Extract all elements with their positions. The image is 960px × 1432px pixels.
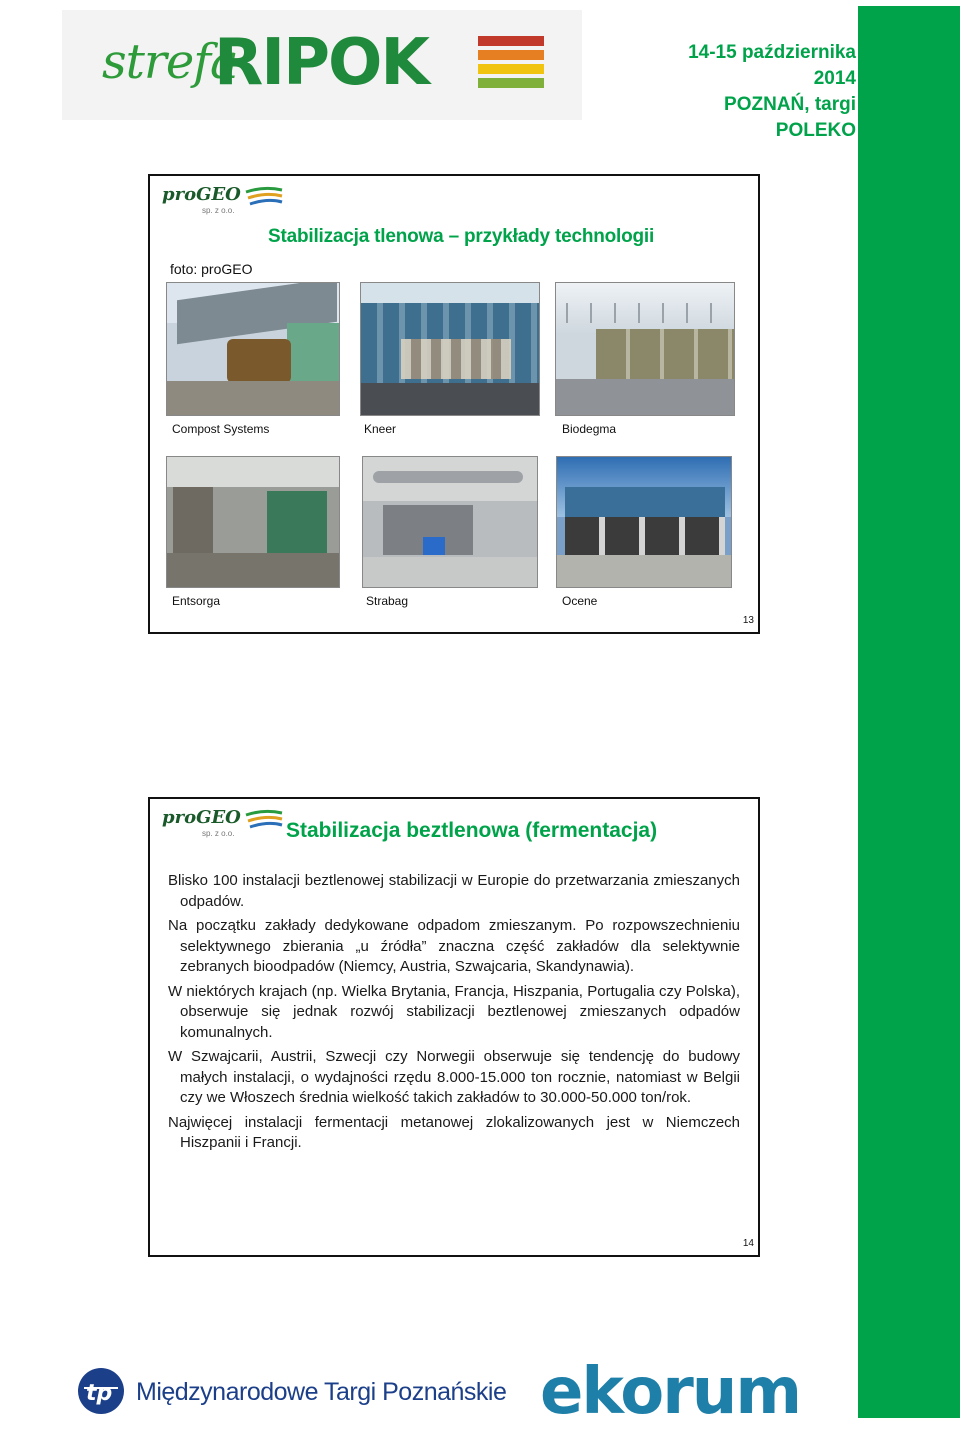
stripe-orange	[478, 50, 544, 60]
strefa-ripok-logo	[62, 10, 582, 120]
slide-body	[168, 871, 740, 1158]
photo-caption: Kneer	[364, 422, 397, 436]
progeo-logo	[162, 184, 292, 224]
progeo-swoosh-icon	[244, 186, 284, 208]
slide-title: Stabilizacja tlenowa – przykłady technologii	[268, 226, 655, 247]
roofed-modules-photo	[555, 282, 735, 416]
page-number: 13	[742, 615, 754, 626]
progeo-swoosh-icon	[244, 809, 284, 831]
progeo-logo-sub: sp. z o.o.	[202, 206, 235, 215]
mtp-logo-icon	[78, 1368, 124, 1414]
photo-credit: foto: proGEO	[170, 261, 253, 277]
progeo-logo-text: proGEO	[162, 184, 241, 205]
body-paragraph: W Szwajcarii, Austrii, Szwecji czy Norwegii obserwuje się tendencję do budowy małych instalacji, o wydajności rzędu 8.000-15.000 ton rocznie, natomiast w Belgii czy we Włoszech średnia wielkość takich zakładów to 30.000-50.000 ton/rok.	[168, 1048, 740, 1106]
photo-caption: Compost Systems	[172, 422, 270, 436]
mtp-name: Międzynarodowe Targi Poznańskie	[136, 1378, 507, 1406]
photo-caption: Strabag	[366, 594, 409, 608]
svg-text:tp: tp	[86, 1381, 113, 1406]
hall-interior-photo	[166, 456, 340, 588]
ducted-hall-photo	[362, 456, 538, 588]
slide-14	[148, 797, 760, 1257]
stripe-red	[478, 36, 544, 46]
progeo-logo-sub: sp. z o.o.	[202, 829, 235, 838]
photo-caption: Entsorga	[172, 594, 221, 608]
progeo-logo	[162, 807, 292, 847]
decorative-green-band	[858, 6, 960, 1418]
photo-caption: Ocene	[562, 594, 598, 608]
progeo-logo-text: proGEO	[162, 807, 241, 828]
stripe-yellow	[478, 64, 544, 74]
body-paragraph: Na początku zakłady dedykowane odpadom zmieszanym. Po rozpowszechnieniu selektywnego zbierania „u źródła” znaczna część zakładów dla selektywnie zebranych bioodpadów (Niemcy, Austria, Szwajcaria, Skandynawia).	[168, 917, 740, 975]
logo-ripok-text: RIPOK	[214, 26, 428, 100]
compost-hall-photo	[166, 282, 340, 416]
body-paragraph: W niektórych krajach (np. Wielka Brytania, Francja, Hiszpania, Portugalia czy Polska), obserwuje się jednak rozwój stabilizacji beztlenowej zmieszanych odpadów komunalnych.	[168, 982, 740, 1041]
slide-13	[148, 174, 760, 634]
container-row-photo	[360, 282, 540, 416]
band-gap	[858, 0, 960, 6]
blue-building-photo	[556, 456, 732, 588]
page-number: 14	[742, 1238, 754, 1249]
event-info: 14-15 października 2014 POZNAŃ, targi POLEKO	[688, 42, 856, 141]
body-paragraph: Blisko 100 instalacji beztlenowej stabilizacji w Europie do przetwarzania zmieszanych odpadów.	[168, 872, 740, 910]
stripe-green	[478, 78, 544, 88]
slide-title: Stabilizacja beztlenowa (fermentacja)	[286, 819, 658, 842]
photo-caption: Biodegma	[562, 422, 617, 436]
logo-strefa-text: strefa	[102, 34, 238, 90]
body-paragraph: Najwięcej instalacji fermentacji metanowej zlokalizowanych jest w Niemczech Hiszpanii i Francji.	[168, 1113, 740, 1151]
logo-stripes-icon	[478, 36, 544, 96]
ekorum-logo: ekorum	[540, 1355, 801, 1429]
